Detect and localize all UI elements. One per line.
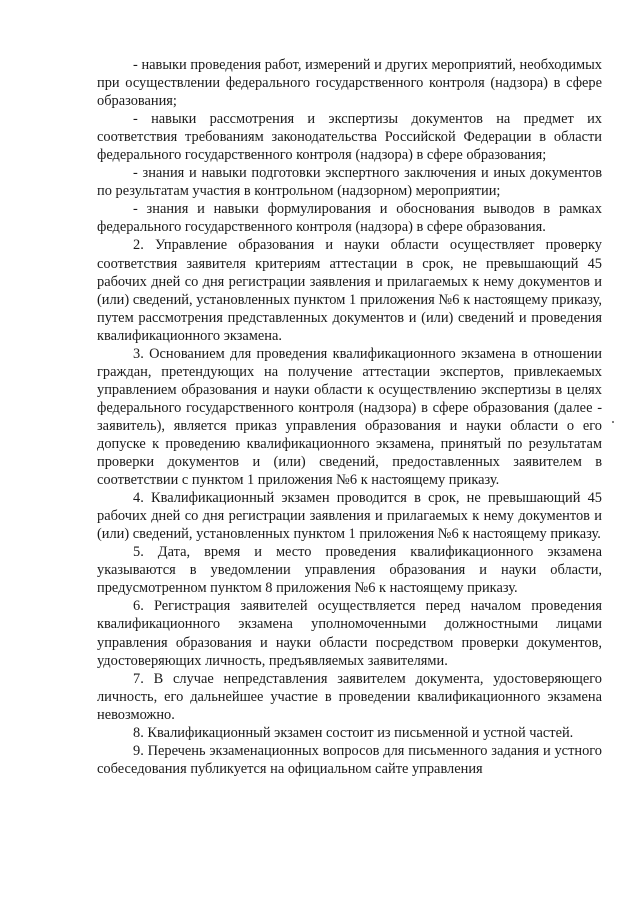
- paragraph-skill-expert-conclusion: - знания и навыки подготовки экспертного заключения и иных документов по результатам участия в контрольном (надзорном) мероприятии;: [97, 165, 602, 200]
- paragraph-item-3: 3. Основанием для проведения квалификационного экзамена в отношении граждан, претендующих на получение аттестации экспертов, привлекаемых управлением образования и науки области к осуществлению экспертизы в целях федерального государственного контроля (надзора) в сфере образования (далее - заявитель), является приказ управления образования и науки области о его допуске к проведению квалификационного экзамена, принятый по результатам проверки документов и (или) сведений, предоставленных заявителем в соответствии с пунктом 1 приложения №6 к настоящему приказу.: [97, 345, 602, 489]
- paragraph-item-9: 9. Перечень экзаменационных вопросов для письменного задания и устного собеседования публикуется на официальном сайте управления: [97, 742, 602, 777]
- paragraph-item-4: 4. Квалификационный экзамен проводится в срок, не превышающий 45 рабочих дней со дня регистрации заявления и прилагаемых к нему документов и (или) сведений, установленных пунктом 1 приложения №6 к настоящему приказу.: [97, 490, 602, 543]
- paragraph-item-6: 6. Регистрация заявителей осуществляется перед началом проведения квалификационного экзамена уполномоченными должностными лицами управления образования и науки области посредством проверки документов, удостоверяющих личность, предъявляемых заявителями.: [97, 598, 602, 669]
- paragraph-item-2: 2. Управление образования и науки области осуществляет проверку соответствия заявителя критериям аттестации в срок, не превышающий 45 рабочих дней со дня регистрации заявления и прилагаемых к нему документов и (или) сведений, установленных пунктом 1 приложения №6 к настоящему приказу, путем рассмотрения представленных документов и (или) сведений и проведения квалификационного экзамена.: [97, 237, 602, 344]
- paragraph-skill-measurements: - навыки проведения работ, измерений и других мероприятий, необходимых при осуществлении федерального государственного контроля (надзора) в сфере образования;: [97, 57, 602, 110]
- paragraph-item-7: 7. В случае непредставления заявителем документа, удостоверяющего личность, его дальнейшее участие в проведении квалификационного экзамена невозможно.: [97, 670, 602, 723]
- scan-speck: [612, 421, 614, 423]
- document-body: [97, 56, 602, 778]
- paragraph-item-5: 5. Дата, время и место проведения квалификационного экзамена указываются в уведомлении управления образования и науки области, предусмотренном пунктом 8 приложения №6 к настоящему приказу.: [97, 544, 602, 597]
- paragraph-skill-document-review: - навыки рассмотрения и экспертизы документов на предмет их соответствия требованиям законодательства Российской Федерации в области федерального государственного контроля (надзора) в сфере образования;: [97, 111, 602, 164]
- paragraph-item-8: 8. Квалификационный экзамен состоит из письменной и устной частей.: [133, 724, 574, 741]
- paragraph-skill-conclusions: - знания и навыки формулирования и обоснования выводов в рамках федерального государственного контроля (надзора) в сфере образования.: [97, 201, 602, 236]
